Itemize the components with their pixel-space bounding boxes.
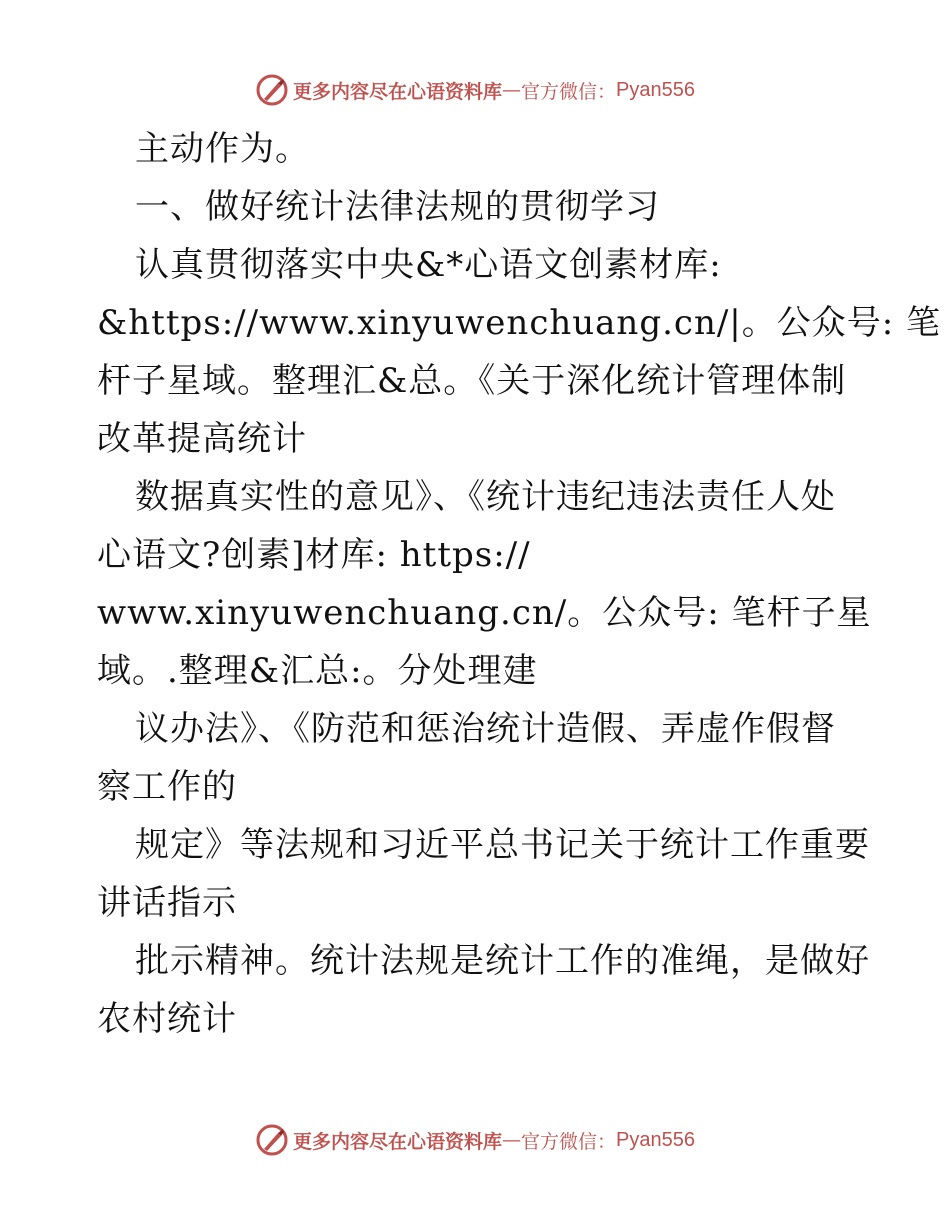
- footer-wechat-id: Pyan556: [616, 1128, 695, 1151]
- pen-logo-icon: [255, 73, 289, 107]
- body-line: 议办法》、《防范和惩治统计造假、弄虚作假督: [135, 709, 836, 749]
- header-wechat-id: Pyan556: [616, 78, 695, 101]
- body-line: 认真贯彻落实中央&*心语文创素材库:: [135, 245, 722, 285]
- footer-banner-text: 更多内容尽在心语资料库: [293, 1130, 503, 1153]
- header-separator: —: [502, 79, 522, 101]
- body-line: 农村统计: [97, 999, 237, 1039]
- footer-wechat-label: 官方微信：: [521, 1130, 617, 1153]
- header-banner-text: 更多内容尽在心语资料库: [293, 80, 503, 103]
- body-line: 改革提高统计: [97, 419, 307, 459]
- header-wechat-label: 官方微信：: [521, 80, 617, 103]
- body-line: 数据真实性的意见》、《统计违纪违法责任人处: [135, 477, 836, 517]
- body-line: 讲话指示: [97, 883, 237, 923]
- body-line: &https://www.xinyuwenchuang.cn/|。公众号: 笔: [97, 303, 942, 343]
- body-line: www.xinyuwenchuang.cn/。公众号: 笔杆子星: [97, 593, 872, 633]
- body-line: 域。.整理&汇总:。分处理建: [97, 651, 538, 691]
- body-line: 杆子星域。整理汇&总。《关于深化统计管理体制: [97, 361, 847, 401]
- body-line: 主动作为。: [135, 129, 310, 169]
- section-heading: 一、做好统计法律法规的贯彻学习: [135, 187, 660, 227]
- pen-logo-icon: [255, 1123, 289, 1157]
- document-body: [97, 120, 942, 1048]
- body-line: 批示精神。统计法规是统计工作的准绳，是做好: [135, 941, 870, 981]
- footer-separator: —: [502, 1129, 522, 1151]
- body-line: 心语文?创素]材库: https://: [97, 535, 531, 575]
- header-banner: [0, 70, 950, 110]
- footer-banner: [0, 1120, 950, 1160]
- body-line: 察工作的: [97, 767, 237, 807]
- body-line: 规定》等法规和习近平总书记关于统计工作重要: [135, 825, 870, 865]
